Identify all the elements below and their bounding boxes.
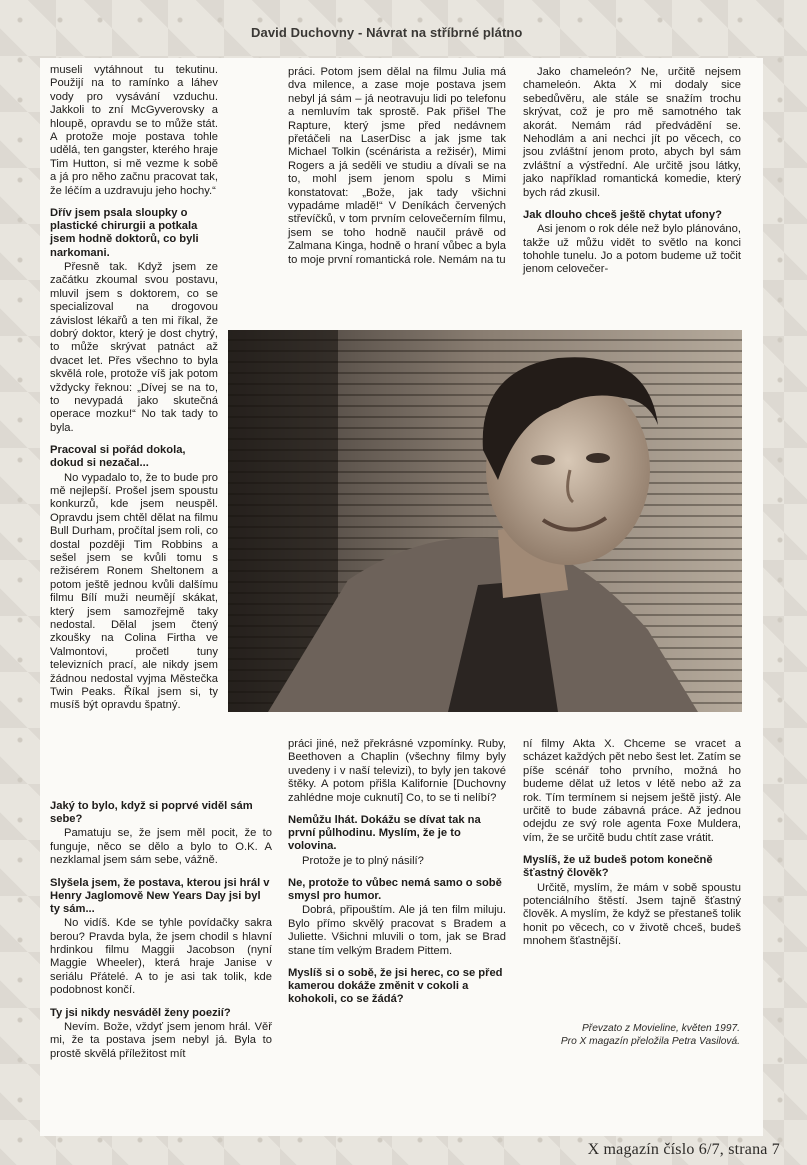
- interview-paragraph: No vidíš. Kde se tyhle povídačky sakra berou? Pravda byla, že jsem chodil s hlavní hrdinkou filmu Maggii Jacobson (nyní Maggie Wheeler), která hraje Janise v seriálu Přátelé. A to je asi tak tolik, kde podobnost končí.: [50, 917, 272, 997]
- credit-translator: Pro X magazín přeložila Petra Vasilová.: [560, 1036, 740, 1047]
- interview-paragraph: Dobrá, připouštím. Ale já ten film miluju. Bylo přímo skvělý pracovat s Bradem a Juliette. Všichni mluvili o tom, jak se Brad stane tím velkým Bradem Pittem.: [288, 904, 506, 957]
- column-2-top: [288, 66, 506, 270]
- portrait-image: [228, 330, 742, 712]
- interview-paragraph: práci jiné, než překrásné vzpomínky. Ruby, Beethoven a Chaplin (všechny filmy byly uvedeny i v naší televizi), to byly jen takové štěky. A potom přišla Kalifornie [Duchovny zahlédne moje cuknutí] Co, to se ti nelíbí?: [288, 738, 506, 804]
- article-credit: [525, 1022, 740, 1048]
- interview-question: Pracoval si pořád dokola, dokud si nezačal...: [50, 444, 186, 470]
- interview-question: Dřív jsem psala sloupky o plastické chirurgii a potkala jsem hodně doktorů, co byli narkomani.: [50, 207, 199, 259]
- interview-paragraph: Jako chameleón? Ne, určitě nejsem chameleón. Akta X mi dodaly sice sebedůvěru, ale stále se snažím trochu skrývat, což je pro mě samotného tak akorát. Nemám rád předvádění se. Nehodlám a ani nechci jít po věcech, co jsou zvláštní jenom proto, abych byl sám zvláštní a výstřední. Ale určitě jsou látky, jako například romantická komedie, který bych rád zkusil.: [523, 66, 741, 199]
- interview-paragraph: museli vytáhnout tu tekutinu. Použijí na to ramínko a láhev vody pro vysávání vzduchu. Jakkoli to zní McGyverovsky a hloupě, opravdu se to může stát. A protože moje postava tohle udělá, ten gangster, kterého hraje Tim Hutton, si mě vezme k sobě a já pro něho začnu pracovat tak, že léčím a uzdravuju jeho hochy.“: [50, 64, 218, 197]
- column-1-top: [50, 64, 218, 716]
- interview-paragraph: práci. Potom jsem dělal na filmu Julia má dva milence, a zase moje postava jsem nebyl já sám – já neotravuju lidi po telefonu a nemluvím tak sprostě. Pak přišel The Rapture, který jsme před nedávnem přetáčeli na LaserDisc a jak jsme tak Michael Tolkin (scénárista a režisér), Mimi Rogers a já seděli ve studiu a dívali se na to, mohl jsem jenom spolu s Mimi konstatovat: „Bože, jak tady všichni vypadáme mladě!“ V Deníkách červených střevíčků, v tom prvním celovečerním filmu, jsem se toho hodně naučil právě od Zalmana Kinga, hodně o hraní vůbec a byla to moje první romantická role. Nemám na tu: [288, 66, 506, 266]
- column-3-bottom: [523, 738, 741, 952]
- interview-question: Nemůžu lhát. Dokážu se dívat tak na první půlhodinu. Myslím, že je to volovina.: [288, 814, 481, 853]
- page-header: [0, 22, 807, 48]
- interview-paragraph: Nevím. Bože, vždyť jsem jenom hrál. Věř mi, že ta postava jsem nebyl já. Byla to prostě skvělá příležitost mít: [50, 1020, 272, 1060]
- interview-question: Jak dlouho chceš ještě chytat ufony?: [523, 209, 722, 222]
- credit-source: Převzato z Movieline, květen 1997.: [582, 1023, 740, 1034]
- interview-paragraph: Protože je to plný násilí?: [302, 854, 424, 867]
- interview-question: Jaký to bylo, když si poprvé viděl sám sebe?: [50, 800, 253, 826]
- interview-paragraph: Pamatuju se, že jsem měl pocit, že to funguje, něco se dělo a bylo to O.K. A nezklamal jsem sám sebe, vážně.: [50, 827, 272, 867]
- page-title: David Duchovny - Návrat na stříbrné plátno: [251, 25, 523, 40]
- interview-paragraph: No vypadalo to, že to bude pro mě nejlepší. Prošel jsem spoustu konkurzů, kde jsem neuspěl. Opravdu jsem chtěl dělat na filmu Bull Durham, pročítal jsem roli, co dostal později Tim Robbins a sešel jsem se kvůli tomu s režisérem Ronem Sheltonem a potom ještě jednou kvůli dalšímu filmu Bílí muži neumějí skákat, který jsem samozřejmě taky nedostal. Dělal jsem čtený zkoušky na Colina Firtha ve Valmontovi, pročetl tuny televizních prací, ale nikdy jsem žádnou nedostal vyjma Městečka Twin Peaks. Říkal jsem si, ty musíš být opravdu špatný.: [50, 471, 218, 712]
- column-2-bottom: [288, 738, 506, 1008]
- interview-question: Slyšela jsem, že postava, kterou jsi hrál v Henry Jaglomově New Years Day jsi byl ty sám...: [50, 876, 270, 916]
- column-1-bottom: [50, 800, 272, 1064]
- interview-question: Myslíš, že už budeš potom konečně šťastný člověk?: [523, 854, 713, 880]
- interview-paragraph: Přesně tak. Když jsem ze začátku zkoumal svou postavu, mluvil jsem s doktorem, co se specializoval na drogovou závislost lékařů a ten mi říkal, že dobrý doktor, který je dost chytrý, to může skrývat patnáct až dvacet let. Přes všechno to byla skvělá role, protože víš jak potom vždycky řeknou: „Dívej se na to, to nevypadá jako skutečná operace mozku!“ No tak tady to byla.: [50, 260, 218, 434]
- interview-paragraph: Určitě, myslím, že mám v sobě spoustu potenciálního štěstí. Jsem tajně šťastný člověk. A myslím, že když se přestaneš tolik honit po věcech, co v životě chceš, budeš mnohem šťastnější.: [523, 881, 741, 948]
- interview-paragraph: ní filmy Akta X. Chceme se vracet a scházet každých pět nebo šest let. Zatím se píše scénář toho prvního, možná ho budeme dělat už letos v létě nebo až za rok. Tím termínem si nejsem ještě jistý. Ale určitě to bude zábavná práce. Až jednou odejdu ze svý role agenta Foxe Muldera, vím, že se určitě budu chtít zase vrátit.: [523, 738, 741, 844]
- interview-paragraph: Asi jenom o rok déle než bylo plánováno, takže už můžu vidět to světlo na konci tohohle tunelu. Jo a potom budeme už točit jenom celovečer-: [523, 223, 741, 276]
- portrait-photo: [228, 330, 742, 712]
- page-footer: X magazín číslo 6/7, strana 7: [587, 1141, 780, 1158]
- interview-question: Ne, protože to vůbec nemá samo o sobě smysl pro humor.: [288, 877, 502, 903]
- interview-question: Myslíš si o sobě, že jsi herec, co se před kamerou dokáže změnit v cokoli a kohokoli, co se žádá?: [288, 967, 503, 1006]
- interview-question: Ty jsi nikdy nesváděl ženy poezií?: [50, 1006, 231, 1019]
- column-3-top: [523, 66, 741, 280]
